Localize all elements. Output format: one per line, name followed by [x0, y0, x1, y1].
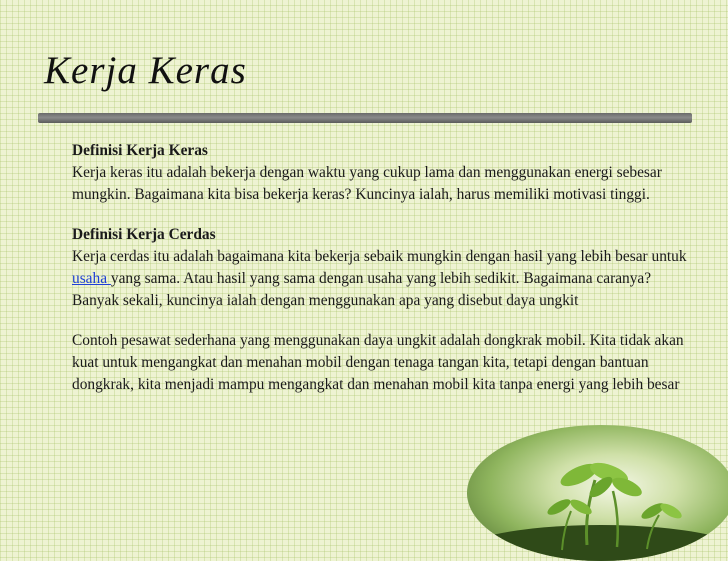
- usaha-link[interactable]: usaha: [72, 270, 111, 287]
- paragraph-contoh-dongkrak: Contoh pesawat sederhana yang menggunakan daya ungkit adalah dongkrak mobil. Kita tidak akan kuat untuk mengangkat dan menahan mobil dengan tenaga tangan kita, tetapi dengan bantuan dongkrak, kita menjadi mampu mengangkat dan menahan mobil kita tanpa energi yang lebih besar: [72, 332, 684, 393]
- section-heading-kerja-cerdas: Definisi Kerja Cerdas: [72, 226, 216, 243]
- slide-content: [72, 140, 692, 396]
- paragraph-kerja-cerdas-start: Kerja cerdas itu adalah bagaimana kita bekerja sebaik mungkin dengan hasil yang lebih besar untuk: [72, 248, 687, 265]
- seedling-photo: [467, 425, 728, 561]
- slide-title: Kerja Keras: [44, 49, 247, 92]
- paragraph-kerja-cerdas: [72, 246, 692, 312]
- paragraph-kerja-cerdas-end: yang sama. Atau hasil yang sama dengan usaha yang lebih sedikit. Bagaimana caranya? Banyak sekali, kuncinya ialah dengan menggunakan apa yang disebut daya ungkit: [72, 270, 652, 309]
- paragraph-kerja-keras: Kerja keras itu adalah bekerja dengan waktu yang cukup lama dan menggunakan energi sebesar mungkin. Bagaimana kita bisa bekerja keras? Kuncinya ialah, harus memiliki motivasi tinggi.: [72, 164, 662, 203]
- title-divider-bar: [38, 113, 692, 123]
- section-heading-kerja-keras: Definisi Kerja Keras: [72, 142, 208, 159]
